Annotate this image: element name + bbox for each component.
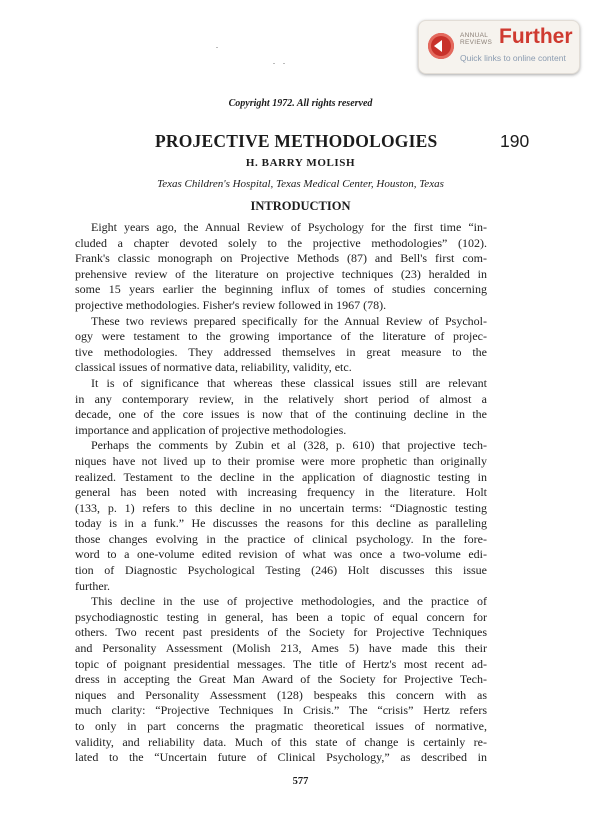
body-line: lated to the “Uncertain future of Clinical Psychology,” as described in [75, 750, 487, 765]
annual-reviews-logo [460, 32, 492, 46]
body-line: cluded a chapter devoted solely to the projective methodologies” (102). [75, 235, 487, 250]
body-line: realized. Testament to the decline in the application of diagnostic testing in [75, 469, 487, 484]
scan-speck [283, 63, 285, 64]
further-subtitle: Quick links to online content [460, 53, 566, 63]
body-line: decade, one of the core issues is now that of the continuing decline in the [75, 407, 487, 422]
body-line: projective methodologies. Fisher's review followed in 1967 (78). [75, 297, 387, 312]
body-line: (133, p. 1) refers to this decline in no uncertain terms: “Diagnostic testing [75, 500, 487, 515]
body-line: Frank's classic monograph on Projective Methods (87) and Bell's first com- [75, 251, 487, 266]
brand-line-1: ANNUAL [460, 32, 489, 39]
body-line: tion of Diagnostic Psychological Testing (246) Holt discusses this issue [75, 563, 487, 578]
further-title: Further [499, 25, 573, 48]
body-line: others. Two recent past presidents of the Society for Projective Techniques [75, 625, 487, 640]
body-line: those changes evolving in the practice of clinical psychology. In the fore- [75, 531, 487, 546]
body-line: much clarity: “Projective Techniques In Crisis.” The “crisis” Hertz refers [75, 703, 487, 718]
scan-speck [273, 63, 275, 64]
body-line: tive methodologies. They addressed themselves in great measure to the [75, 344, 487, 359]
author-name: H. BARRY MOLISH [245, 157, 356, 169]
body-line: validity, and reliability data. Much of this state of change is certainly re- [75, 734, 487, 749]
body-line: ogy were testament to the growing importance of the literature of projec- [75, 329, 487, 344]
play-back-icon[interactable] [428, 33, 454, 59]
body-line: some 15 years earlier the beginning influx of tomes of studies concerning [75, 282, 487, 297]
body-line: These two reviews prepared specifically for the Annual Review of Psychol- [91, 313, 487, 328]
body-line: topic of poignant presidential messages. The title of Hertz's most recent ad- [75, 656, 487, 671]
body-line: It is of significance that whereas these classical issues still are relevant [91, 375, 487, 390]
article-body [75, 220, 487, 766]
body-line: today is in a funk.” He discusses the reasons for this decline as paralleling [75, 516, 487, 531]
body-line: further. [75, 578, 110, 593]
body-line: psychodiagnostic testing in general, has been a topic of equal concern for [75, 609, 487, 624]
section-heading: INTRODUCTION [250, 199, 351, 213]
page-number-top: 190 [500, 131, 530, 151]
body-line: This decline in the use of projective methodologies, and the practice of [91, 594, 487, 609]
copyright-notice: Copyright 1972. All rights reserved [228, 98, 373, 109]
body-line: general has been noted with increasing frequency in the literature. Holt [75, 485, 487, 500]
further-badge[interactable] [418, 20, 580, 74]
brand-line-2: REVIEWS [460, 39, 493, 46]
body-line: niques and Personality Assessment (128) bespeaks this concern with as [75, 687, 487, 702]
body-line: classical issues of normative data, reliability, validity, etc. [75, 360, 352, 375]
article-title: PROJECTIVE METHODOLOGIES [155, 131, 438, 151]
body-line: importance and application of projective methodologies. [75, 422, 347, 437]
body-line: word to a one-volume edited revision of what was once a two-volume edi- [75, 547, 487, 562]
body-line: Perhaps the comments by Zubin et al (328, p. 610) that projective tech- [91, 438, 487, 453]
page-number-bottom: 577 [292, 776, 309, 787]
body-line: prehensive review of the literature on projective techniques (23) heralded in [75, 266, 487, 281]
body-line: and Personality Assessment (Molish 213, Ames 5) have made this their [75, 641, 487, 656]
scan-speck [216, 47, 218, 48]
body-line: dress in accepting the Great Man Award of the Society for Projective Tech- [75, 672, 487, 687]
body-line: niques have not lived up to their promise were more prophetic than originally [75, 453, 487, 468]
body-line: Eight years ago, the Annual Review of Psychology for the first time “in- [91, 220, 487, 234]
author-affiliation: Texas Children's Hospital, Texas Medical Center, Houston, Texas [157, 178, 444, 190]
body-line: in any contemporary review, in the relatively short period of almost a [75, 391, 487, 406]
body-line: to only in part concerns the pragmatic theoretical issues of normative, [75, 719, 487, 733]
